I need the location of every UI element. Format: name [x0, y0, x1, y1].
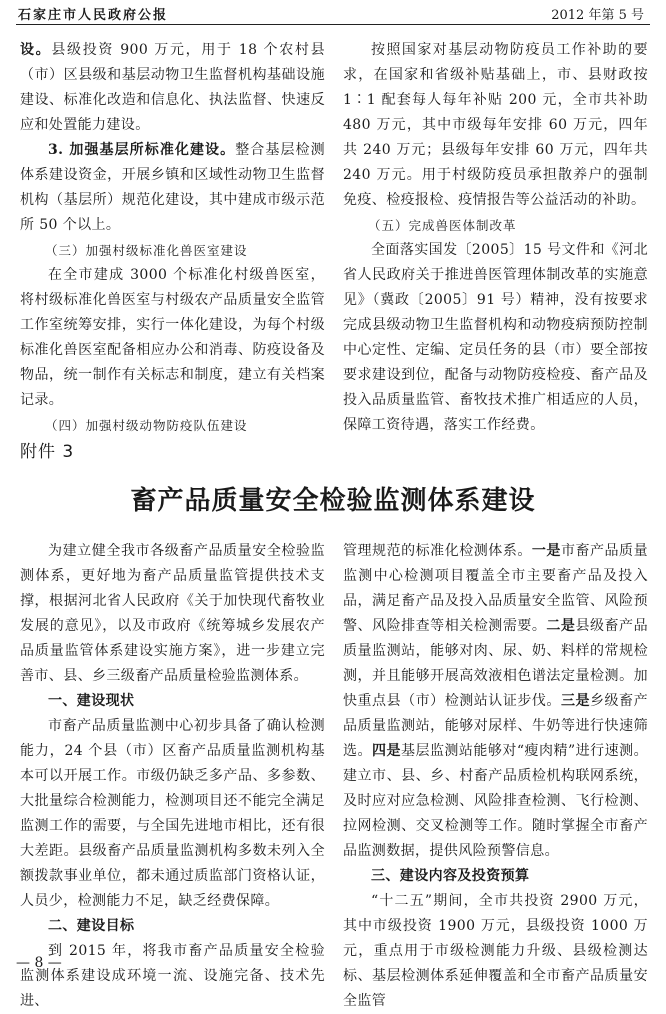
bold-lead: 二是 [546, 618, 576, 634]
bold-lead: 3. 加强基层所标准化建设。 [48, 142, 236, 158]
paragraph: 在全市建成 3000 个标准化村级兽医室，将村级标准化兽医室与村级农产品质量安全监管工作室统筹安排，实行一体化建设，为每个村级标准化兽医室配备相应办公和消毒、防疫设备及物品，统一制作有关标志和制度，建立有关档案记录。 [20, 267, 325, 408]
section-heading: 一、建设现状 [48, 693, 135, 709]
attachment-label: 附件 3 [20, 442, 75, 462]
paragraph: 为建立健全我市各级畜产品质量安全检验监测体系，更好地为畜产品质量监管提供技术支撑，根据河北省人民政府《关于加快现代畜牧业发展的意见》，以及市政府《统筹城乡发展农产品质量监管体系建设实施方案》，进一步建立完善市、县、乡三级畜产品质量检验监测体系。 [20, 543, 325, 684]
header-rule [16, 24, 650, 25]
paragraph-text: 基层监测站能够对“瘦肉精”进行速测。建立市、县、乡、村畜产品质检机构联网系统，及时应对应急检测、风险排查检测、飞行检测、拉网检测、交叉检测等工作。随时掌握全市畜产品监测数据，提供风险预警信息。 [343, 743, 648, 859]
subsection-heading: （三）加强村级标准化兽医室建设 [45, 243, 248, 258]
lower-left-column [20, 539, 325, 1014]
issue-number: 2012 年第 5 号 [551, 8, 644, 23]
subsection-heading: （四）加强村级动物防疫队伍建设 [45, 418, 248, 433]
upper-right-column [343, 38, 648, 438]
bold-lead: 一是 [531, 543, 561, 559]
paragraph [343, 539, 648, 864]
section-heading: 二、建设目标 [48, 918, 135, 934]
paragraph: 市畜产品质量监测中心初步具备了确认检测能力，24 个县（市）区畜产品质量监测机构基本可以开展工作。市级仍缺乏多产品、多参数、大批量综合检测能力，检测项目还不能完全满足监测工作的需要，与全国先进地市相比，还有很大差距。县级畜产品质量监测机构多数未列入全额拨款事业单位，都未通过质监部门资格认证，人员少，检测能力不足，缺乏经费保障。 [20, 718, 325, 909]
bold-lead: 三是 [560, 693, 590, 709]
bold-lead: 四是 [371, 743, 401, 759]
upper-left-column [20, 38, 325, 438]
paragraph: 到 2015 年，将我市畜产品质量安全检验监测体系建设成环境一流、设施完备、技术先进、 [20, 943, 325, 1009]
lower-right-column [343, 539, 648, 1014]
paragraph-text: 管理规范的标准化检测体系。 [343, 543, 532, 559]
paragraph: “十二五”期间，全市共投资 2900 万元，其中市级投资 1900 万元，县级投资 1000 万元，重点用于市级检测能力升级、县级检测达标、基层检测体系延伸覆盖和全市畜产品质量安全监管 [343, 893, 648, 1009]
paragraph: 按照国家对基层动物防疫员工作补助的要求，在国家和省级补贴基础上，市、县财政按 1∶1 配套每人每年补贴 200 元，全市共补助 480 万元，其中市级每年安排 60 万元，四年共 240 万元；县级每年安排 60 万元，四年共 240 万元。用于村级防疫员承担散养户的强制免疫、检疫报检、疫情报告等公益活动的补助。 [343, 42, 648, 208]
section-heading: 三、建设内容及投资预算 [371, 868, 530, 884]
paragraph-text: 乡级畜产品质量监测站，能够对尿样、牛奶等进行快速筛选。 [343, 693, 648, 759]
paragraph-text: 整合基层检测体系建设资金，开展乡镇和区域性动物卫生监督机构（基层所）规范化建设，其中建成市级示范所 50 个以上。 [20, 142, 326, 233]
page-number: — 8 — [16, 955, 62, 971]
paragraph [20, 138, 325, 238]
paragraph-text: 市畜产品质量监测中心检测项目覆盖全市主要畜产品及投入品，满足畜产品及投入品质量安全监管、风险预警、风险排查等相关检测需要。 [343, 543, 648, 634]
paragraph-text: 县级投资 900 万元，用于 18 个农村县（市）区县级和基层动物卫生监督机构基础设施建设、标准化改造和信息化、执法监督、快速反应和处置能力建设。 [20, 42, 325, 133]
paragraph-text: 县级畜产品质量监测站，能够对肉、尿、奶、料样的常规检测，并且能够开展高效液相色谱法定量检测。加快重点县（市）检测站认证步伐。 [343, 618, 648, 709]
paragraph: 全面落实国发〔2005〕15 号文件和《河北省人民政府关于推进兽医管理体制改革的实施意见》（冀政〔2005〕91 号）精神，没有按要求完成县级动物卫生监督机构和动物疫病预防控制中心定性、定编、定员任务的县（市）要全部按要求建设到位，配备与动物防疫检疫、畜产品及投入品质量监管、畜牧技术推广相适应的人员，保障工资待遇，落实工作经费。 [343, 242, 648, 433]
journal-title: 石家庄市人民政府公报 [18, 8, 169, 23]
subsection-heading: （五）完成兽医体制改革 [368, 218, 517, 233]
bold-lead: 设。 [20, 42, 52, 58]
document-title: 畜产品质量安全检验监测体系建设 [130, 486, 536, 516]
paragraph [20, 38, 325, 138]
